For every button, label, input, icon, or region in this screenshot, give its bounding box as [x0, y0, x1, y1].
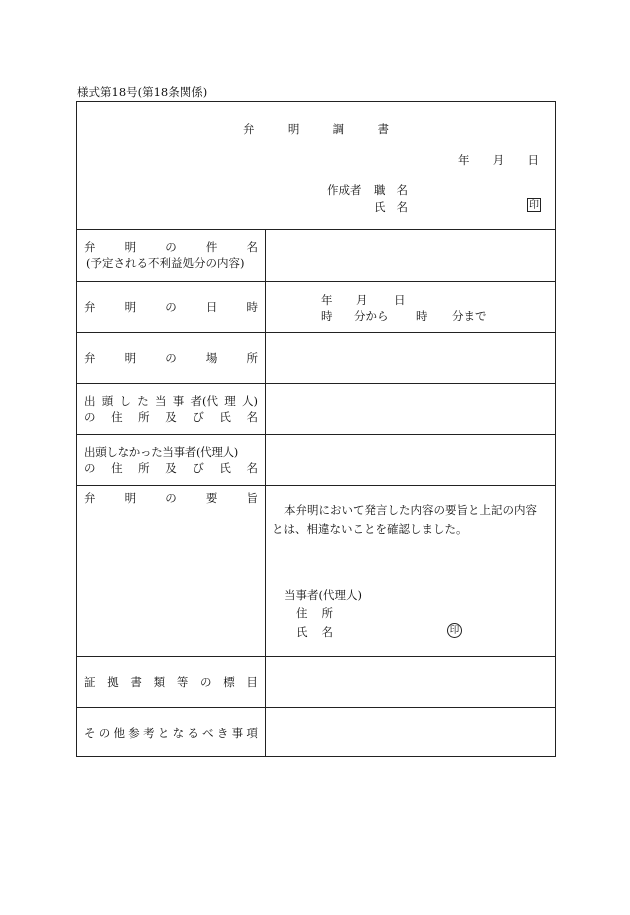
other-label: そ の 他 参 考 と な る べ き 事 項 — [77, 707, 266, 756]
row-other — [77, 707, 555, 756]
other-value[interactable] — [266, 707, 555, 756]
author-name: 氏 名 — [374, 200, 408, 214]
row-absent-party — [77, 434, 555, 486]
absent-party-value[interactable] — [266, 434, 555, 485]
seal-mark: 印 — [447, 623, 462, 638]
party-label: 当事者(代理人) — [284, 588, 362, 602]
datetime-label: 弁 明 の 日 時 — [77, 281, 266, 332]
place-value[interactable] — [266, 332, 555, 383]
party-name-label: 氏 名 — [296, 625, 333, 639]
document-date: 年 月 日 — [458, 153, 539, 167]
case-name-sublabel: (予定される不利益処分の内容) — [86, 256, 245, 270]
party-address-label: 住 所 — [296, 606, 333, 620]
absent-party-label: 出頭しなかった当事者(代理人) の 住 所 及 び 氏 名 — [77, 434, 266, 485]
place-label: 弁 明 の 場 所 — [77, 332, 266, 383]
author-label: 作成者 — [327, 183, 362, 197]
row-evidence — [77, 656, 555, 708]
row-datetime — [77, 281, 555, 333]
form-frame — [76, 101, 556, 757]
form-header — [77, 102, 555, 230]
evidence-label: 証 拠 書 類 等 の 標 目 — [77, 656, 266, 707]
attended-party-value[interactable] — [266, 383, 555, 434]
attended-party-label: 出 頭 し た 当 事 者(代 理 人) の 住 所 及 び 氏 名 — [77, 383, 266, 434]
summary-confirmation-line2: とは、相違ないことを確認しました。 — [272, 522, 468, 536]
row-case-name — [77, 229, 555, 282]
author-job-title: 職 名 — [374, 183, 408, 197]
evidence-value[interactable] — [266, 656, 555, 707]
summary-confirmation-line1: 本弁明において発言した内容の要旨と上記の内容 — [284, 503, 537, 517]
summary-value[interactable] — [266, 485, 555, 656]
form-reference: 様式第18号(第18条関係) — [77, 85, 208, 99]
seal-mark: 印 — [529, 200, 539, 211]
document-title: 弁 明 調 書 — [243, 122, 389, 136]
datetime-value[interactable]: 年 月 日 時 分から 時 分まで — [321, 293, 487, 323]
summary-label: 弁 明 の 要 旨 — [77, 485, 266, 656]
row-place — [77, 332, 555, 384]
row-summary — [77, 485, 555, 657]
case-name-value[interactable] — [266, 229, 555, 281]
case-name-label: 弁 明 の 件 名 (予定される不利益処分の内容) — [77, 229, 266, 281]
row-attended-party — [77, 383, 555, 435]
